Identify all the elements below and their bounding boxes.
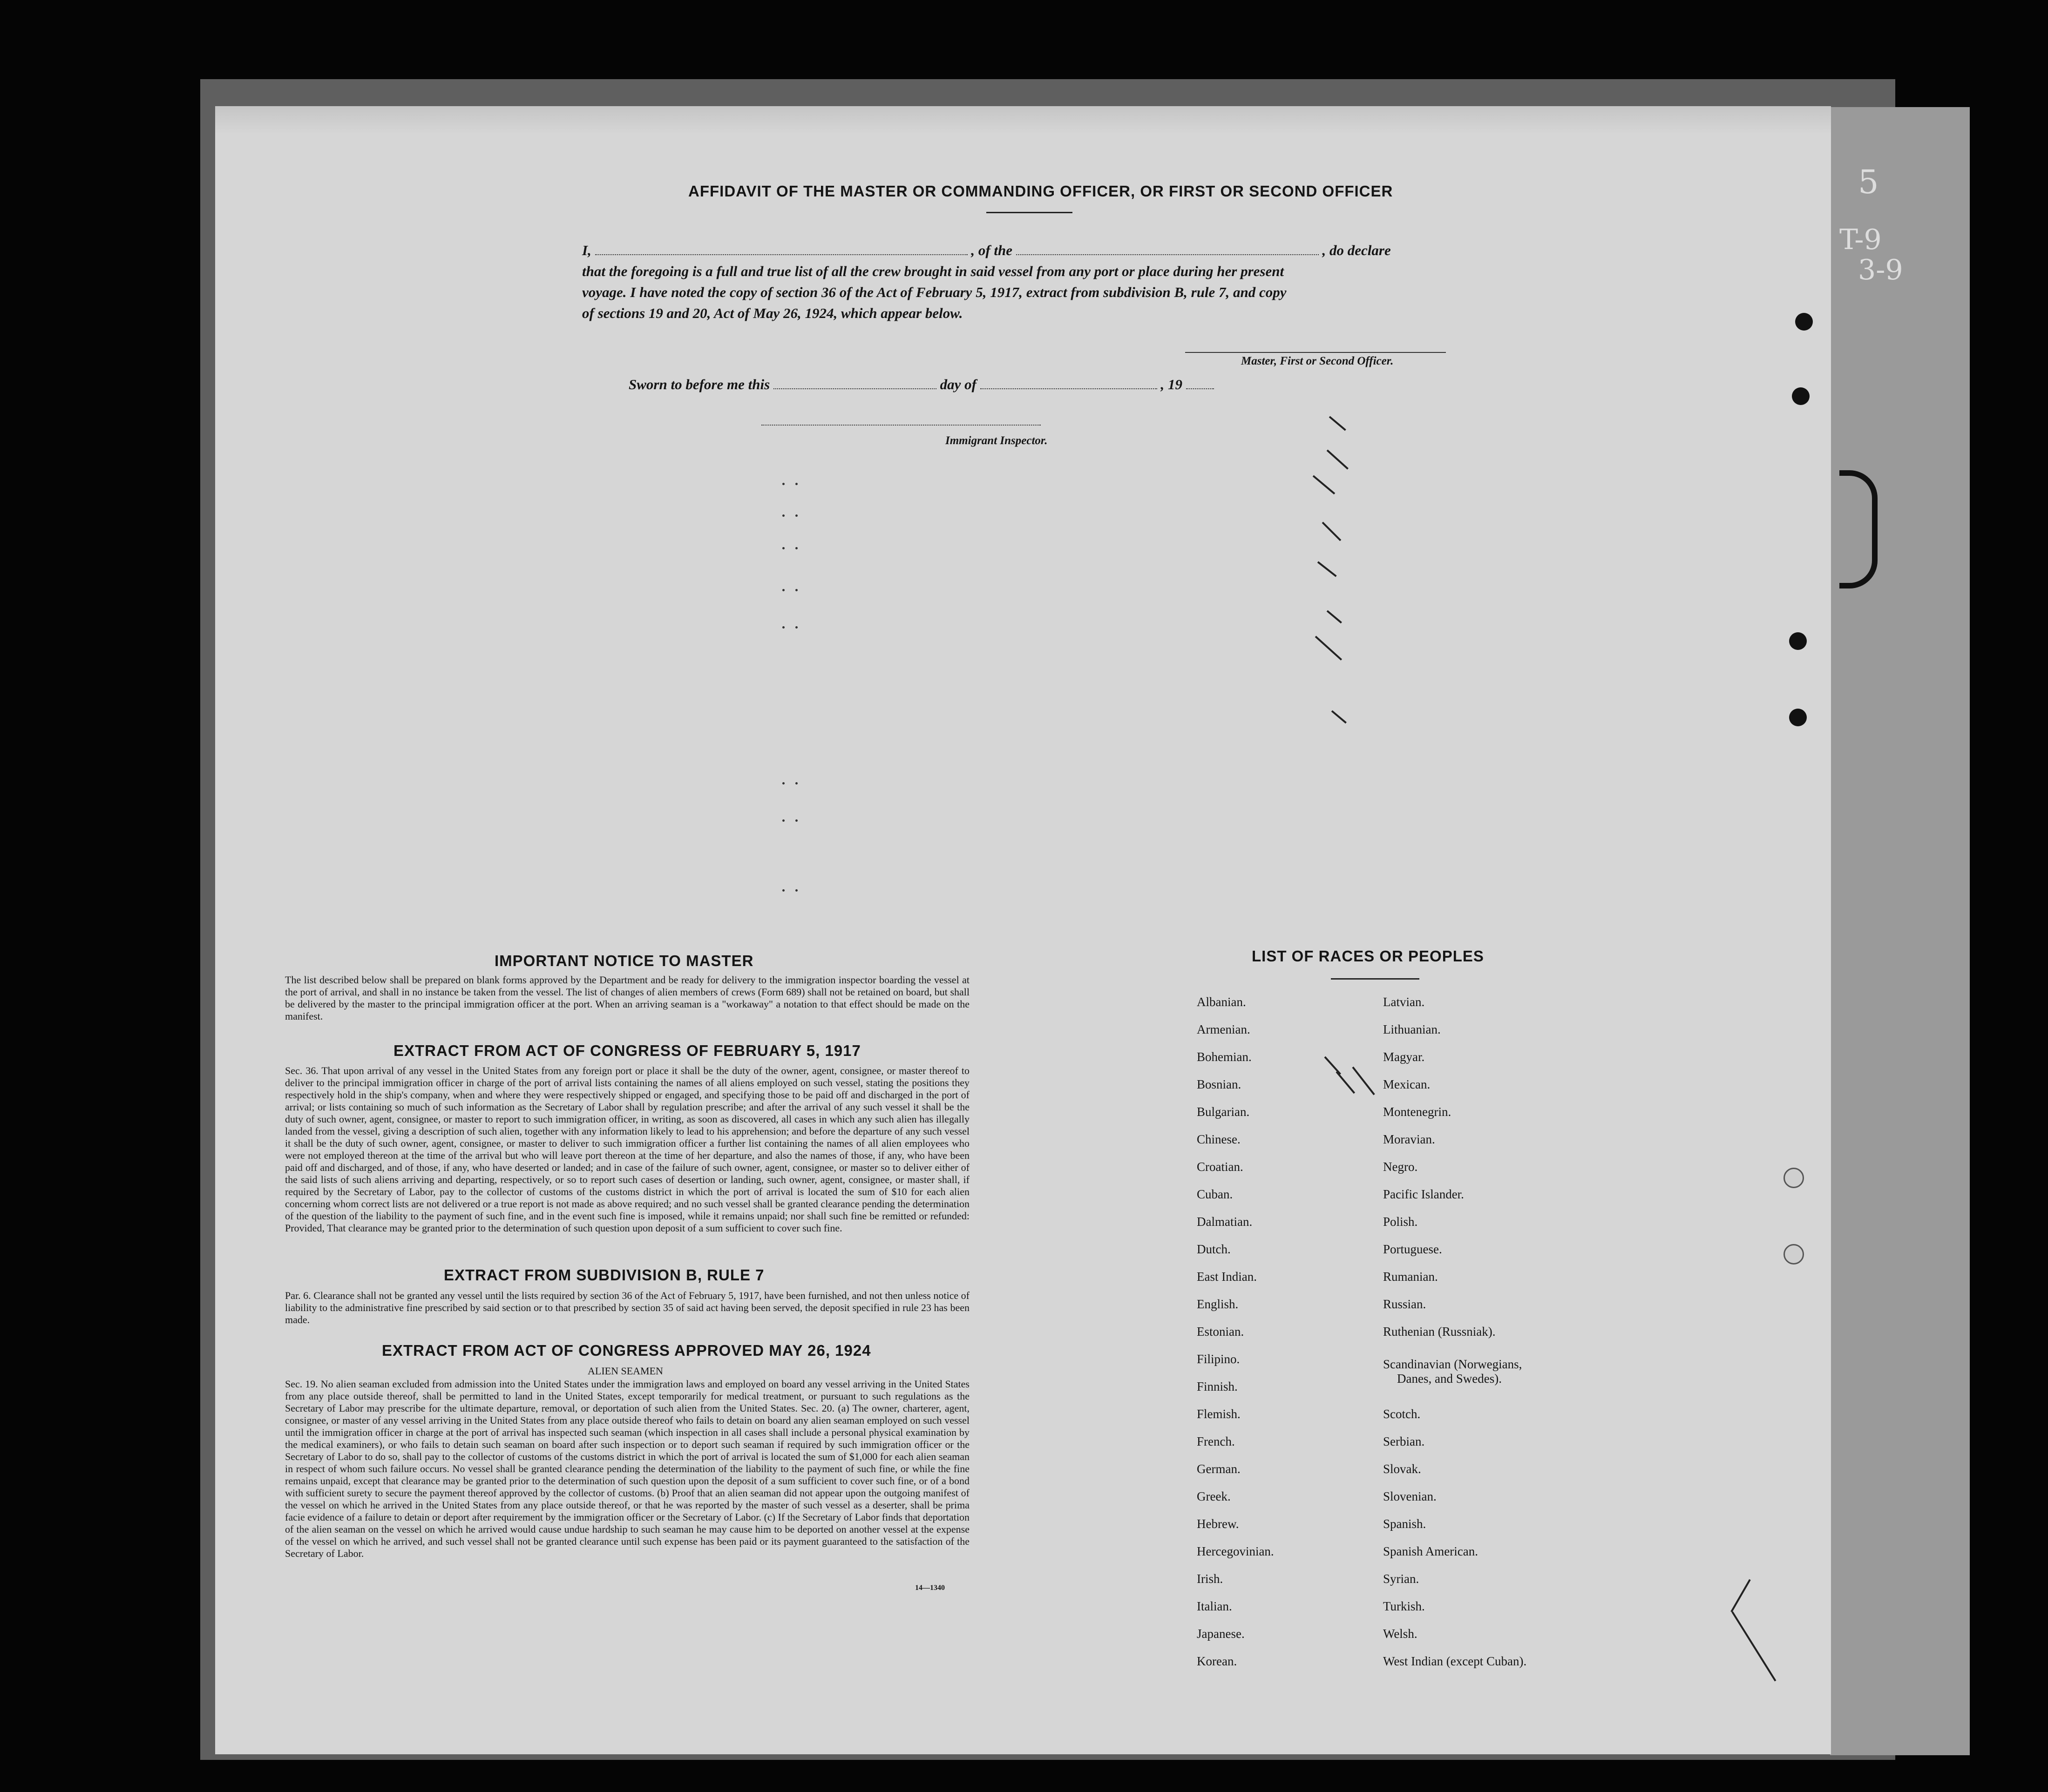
notice-title: IMPORTANT NOTICE TO MASTER: [495, 952, 754, 969]
binder-hole: [1789, 709, 1807, 726]
race-item: Armenian.: [1197, 1022, 1250, 1036]
divider: [986, 212, 1072, 213]
extract-1924-subtitle: ALIEN SEAMEN: [588, 1365, 663, 1377]
affidavit-text: I,: [582, 242, 591, 258]
race-item: Irish.: [1197, 1572, 1223, 1586]
form-number: 14—1340: [915, 1584, 945, 1592]
race-item: Chinese.: [1197, 1132, 1241, 1146]
extract-1924-title: EXTRACT FROM ACT OF CONGRESS APPROVED MAY 26, 1924: [382, 1342, 871, 1359]
race-item: German.: [1197, 1462, 1241, 1476]
year-field[interactable]: [1186, 388, 1214, 389]
sworn-text: Sworn to before me this: [629, 376, 770, 392]
race-item: Scandinavian (Norwegians,: [1383, 1357, 1522, 1371]
race-item: Latvian.: [1383, 995, 1425, 1009]
binder-hole: [1784, 1168, 1804, 1188]
race-item: Turkish.: [1383, 1599, 1425, 1613]
notice-text: The list described below shall be prepared on blank forms approved by the Department and be ready for delivery to the immigration inspector boarding the vessel at the port of arrival, and shall in no instance be taken from the vessel. The list of changes of alien members of crews (Form 689) shall not be retained on board, but shall be delivered by the master to the principal immigration officer at the port. When an arriving seaman is a "workaway" a notation to that effect should be made on the manifest.: [285, 974, 970, 1022]
race-item: Japanese.: [1197, 1627, 1245, 1641]
race-item: Welsh.: [1383, 1627, 1417, 1641]
sworn-line: [629, 376, 1214, 393]
races-title: LIST OF RACES OR PEOPLES: [1252, 947, 1484, 965]
race-item: Scotch.: [1383, 1407, 1421, 1421]
race-item: Spanish American.: [1383, 1544, 1478, 1558]
race-item-continued: Danes, and Swedes).: [1397, 1372, 1502, 1386]
race-item: Hebrew.: [1197, 1517, 1239, 1531]
race-item: Ruthenian (Russniak).: [1383, 1325, 1496, 1339]
race-item: Moravian.: [1383, 1132, 1435, 1146]
sworn-text: day of: [940, 376, 977, 392]
race-item: Negro.: [1383, 1160, 1418, 1174]
race-item: English.: [1197, 1297, 1239, 1311]
affidavit-text: , do declare: [1322, 242, 1391, 258]
race-item: Magyar.: [1383, 1050, 1425, 1064]
race-item: Bulgarian.: [1197, 1105, 1250, 1119]
handwritten-mark: [1839, 470, 1878, 588]
race-item: Montenegrin.: [1383, 1105, 1451, 1119]
race-item: Rumanian.: [1383, 1270, 1438, 1284]
rule7-text: Par. 6. Clearance shall not be granted any vessel until the lists required by section 36 of the Act of February 5, 1917, have been furnished, and not then unless notice of liability to the administrative fine prescribed by said section or to that prescribed by section 35 of said act having been served, the deposit specified in rule 23 has been made.: [285, 1290, 970, 1325]
handwritten-note: 3-9: [1858, 254, 1903, 286]
race-item: Serbian.: [1383, 1434, 1425, 1448]
race-item: Syrian.: [1383, 1572, 1419, 1586]
affidavit-line-4: of sections 19 and 20, Act of May 26, 1924, which appear below.: [582, 305, 963, 321]
binder-hole: [1789, 632, 1807, 650]
race-item: Portuguese.: [1383, 1242, 1442, 1256]
race-item: Filipino.: [1197, 1352, 1240, 1366]
race-item: East Indian.: [1197, 1270, 1257, 1284]
race-item: Pacific Islander.: [1383, 1187, 1464, 1201]
race-item: Mexican.: [1383, 1077, 1431, 1091]
binder-hole: [1792, 387, 1810, 405]
handwritten-note: T-9: [1839, 223, 1882, 256]
race-item: Dutch.: [1197, 1242, 1231, 1256]
race-item: Estonian.: [1197, 1325, 1244, 1339]
vessel-field[interactable]: [1016, 254, 1319, 255]
race-item: Dalmatian.: [1197, 1215, 1253, 1229]
race-item: Bosnian.: [1197, 1077, 1241, 1091]
race-item: West Indian (except Cuban).: [1383, 1654, 1527, 1668]
race-item: Spanish.: [1383, 1517, 1426, 1531]
race-item: Lithuanian.: [1383, 1022, 1441, 1036]
race-item: Hercegovinian.: [1197, 1544, 1274, 1558]
race-item: Flemish.: [1197, 1407, 1241, 1421]
day-field[interactable]: [773, 388, 936, 389]
race-item: Slovenian.: [1383, 1489, 1437, 1503]
race-item: French.: [1197, 1434, 1235, 1448]
month-field[interactable]: [980, 388, 1157, 389]
race-item: Russian.: [1383, 1297, 1426, 1311]
binder-hole: [1784, 1244, 1804, 1265]
inspector-signature-line[interactable]: [761, 425, 1041, 426]
signer-label: Master, First or Second Officer.: [1241, 355, 1394, 367]
race-item: Polish.: [1383, 1215, 1418, 1229]
binder-hole: [1795, 313, 1813, 331]
extract-1924-text: Sec. 19. No alien seaman excluded from admission into the United States under the immigration laws and employed on board any vessel arriving in the United States from any place outside thereof, shall be permitted to land in the United States, except temporarily for medical treatment, or pursuant to such regulations as the Secretary of Labor may prescribe for the ultimate departure, removal, or deportation of such alien from the United States. Sec. 20. (a) The owner, charterer, agent, consignee, or master of any vessel arriving in the United States from any place outside thereof who fails to detain on board any alien seaman employed on such vessel until the immigration officer in charge at the port of arrival has inspected such seaman (which inspection in all cases shall include a personal physical examination by the medical examiners), or who fails to detain such seaman on board after such inspection or to deport such seaman if required by such immigration officer or the Secretary of Labor to do so, shall pay to the collector of customs of the customs district in which the port of arrival is located the sum of $1,000 for each alien seaman in respect of whom such failure occurs. No vessel shall be granted clearance pending the determination of the liability to the payment of such fine, or while the fine remains unpaid, except that clearance may be granted prior to the determination of such question upon the deposit of a sum sufficient to cover such fine, or of a bond with sufficient surety to secure the payment thereof approved by the collector of customs. (b) Proof that an alien seaman did not appear upon the outgoing manifest of the vessel on which he arrived in the United States from any place outside thereof, or that he was reported by the master of such vessel as a deserter, shall be prima facie evidence of a failure to detain or deport after requirement by the immigration officer or the Secretary of Labor. (c) If the Secretary of Labor finds that deportation of the alien seaman on the vessel on which he arrived would cause undue hardship to such seaman he may cause him to be deported on another vessel at the expense of the vessel on which he arrived, and such vessel shall not be granted clearance until such expense has been paid or its payment guaranteed to the satisfaction of the Secretary of Labor.: [285, 1378, 970, 1559]
divider: [1331, 978, 1419, 980]
race-item: Bohemian.: [1197, 1050, 1252, 1064]
race-item: Greek.: [1197, 1489, 1231, 1503]
affidavit-text: , of the: [971, 242, 1013, 258]
extract-1917-title: EXTRACT FROM ACT OF CONGRESS OF FEBRUARY 5, 1917: [393, 1042, 861, 1059]
affidavit-line-1: [582, 242, 1513, 259]
race-item: Cuban.: [1197, 1187, 1233, 1201]
race-item: Finnish.: [1197, 1380, 1238, 1393]
extract-1917-text: Sec. 36. That upon arrival of any vessel in the United States from any foreign port or place it shall be the duty of the owner, agent, consignee, or master thereof to deliver to the principal immigration officer in charge of the port of arrival lists containing the names of all aliens employed on such vessel, stating the positions they respectively hold in the ship's company, when and where they were respectively shipped or engaged, and specifying those to be paid off and discharged in the port of arrival; or lists containing so much of such information as the Secretary of Labor shall by regulation prescribe; and after the arrival of any such vessel it shall be the duty of such owner, agent, consignee, or master to report to such immigration officer, in writing, as soon as discovered, all cases in which any such alien has illegally landed from the vessel, giving a description of such alien, together with any information likely to lead to his apprehension; and before the departure of any such vessel it shall be the duty of such owner, agent, consignee, or master to deliver to such immigration officer a further list containing the names of all alien employees who were not employed thereon at the time of the arrival but who will leave port thereon at the time of her departure, and also the names of those, if any, who have been paid off and discharged, and of those, if any, who have deserted or landed; and in case of the failure of such owner, agent, consignee, or master so to deliver either of the said lists of such aliens arriving and departing, respectively, or so to report such cases of desertion or landing, such owner, agent, consignee, or master shall, if required by the Secretary of Labor, pay to the collector of customs of the customs district in which the port of arrival is located the sum of $10 for each alien concerning whom correct lists are not delivered or a true report is not made as above required; and no such vessel shall be granted clearance pending the determination of the question of the liability to the payment of such fine, and in the event such fine is imposed, while it remains unpaid; nor shall such fine be remitted or refunded: Provided, That clearance may be granted prior to the determination of such question upon deposit of a sum sufficient to cover such fine.: [285, 1065, 970, 1234]
handwritten-note: 5: [1858, 163, 1879, 201]
race-item: Albanian.: [1197, 995, 1246, 1009]
rule7-title: EXTRACT FROM SUBDIVISION B, RULE 7: [444, 1266, 765, 1284]
affidavit-line-3: voyage. I have noted the copy of section 36 of the Act of February 5, 1917, extract from subdivision B, rule 7, and copy: [582, 284, 1287, 300]
affidavit-title: AFFIDAVIT OF THE MASTER OR COMMANDING OFFICER, OR FIRST OR SECOND OFFICER: [688, 183, 1393, 200]
sworn-text: , 19: [1160, 376, 1182, 392]
race-item: Korean.: [1197, 1654, 1237, 1668]
name-field[interactable]: [595, 254, 968, 255]
race-item: Slovak.: [1383, 1462, 1421, 1476]
back-sheet-edge: [1830, 107, 1970, 1755]
signature-line[interactable]: [1185, 352, 1446, 353]
race-item: Croatian.: [1197, 1160, 1243, 1174]
race-item: Italian.: [1197, 1599, 1232, 1613]
affidavit-line-2: that the foregoing is a full and true list of all the crew brought in said vessel from any port or place during her present: [582, 263, 1284, 279]
inspector-label: Immigrant Inspector.: [945, 434, 1048, 447]
